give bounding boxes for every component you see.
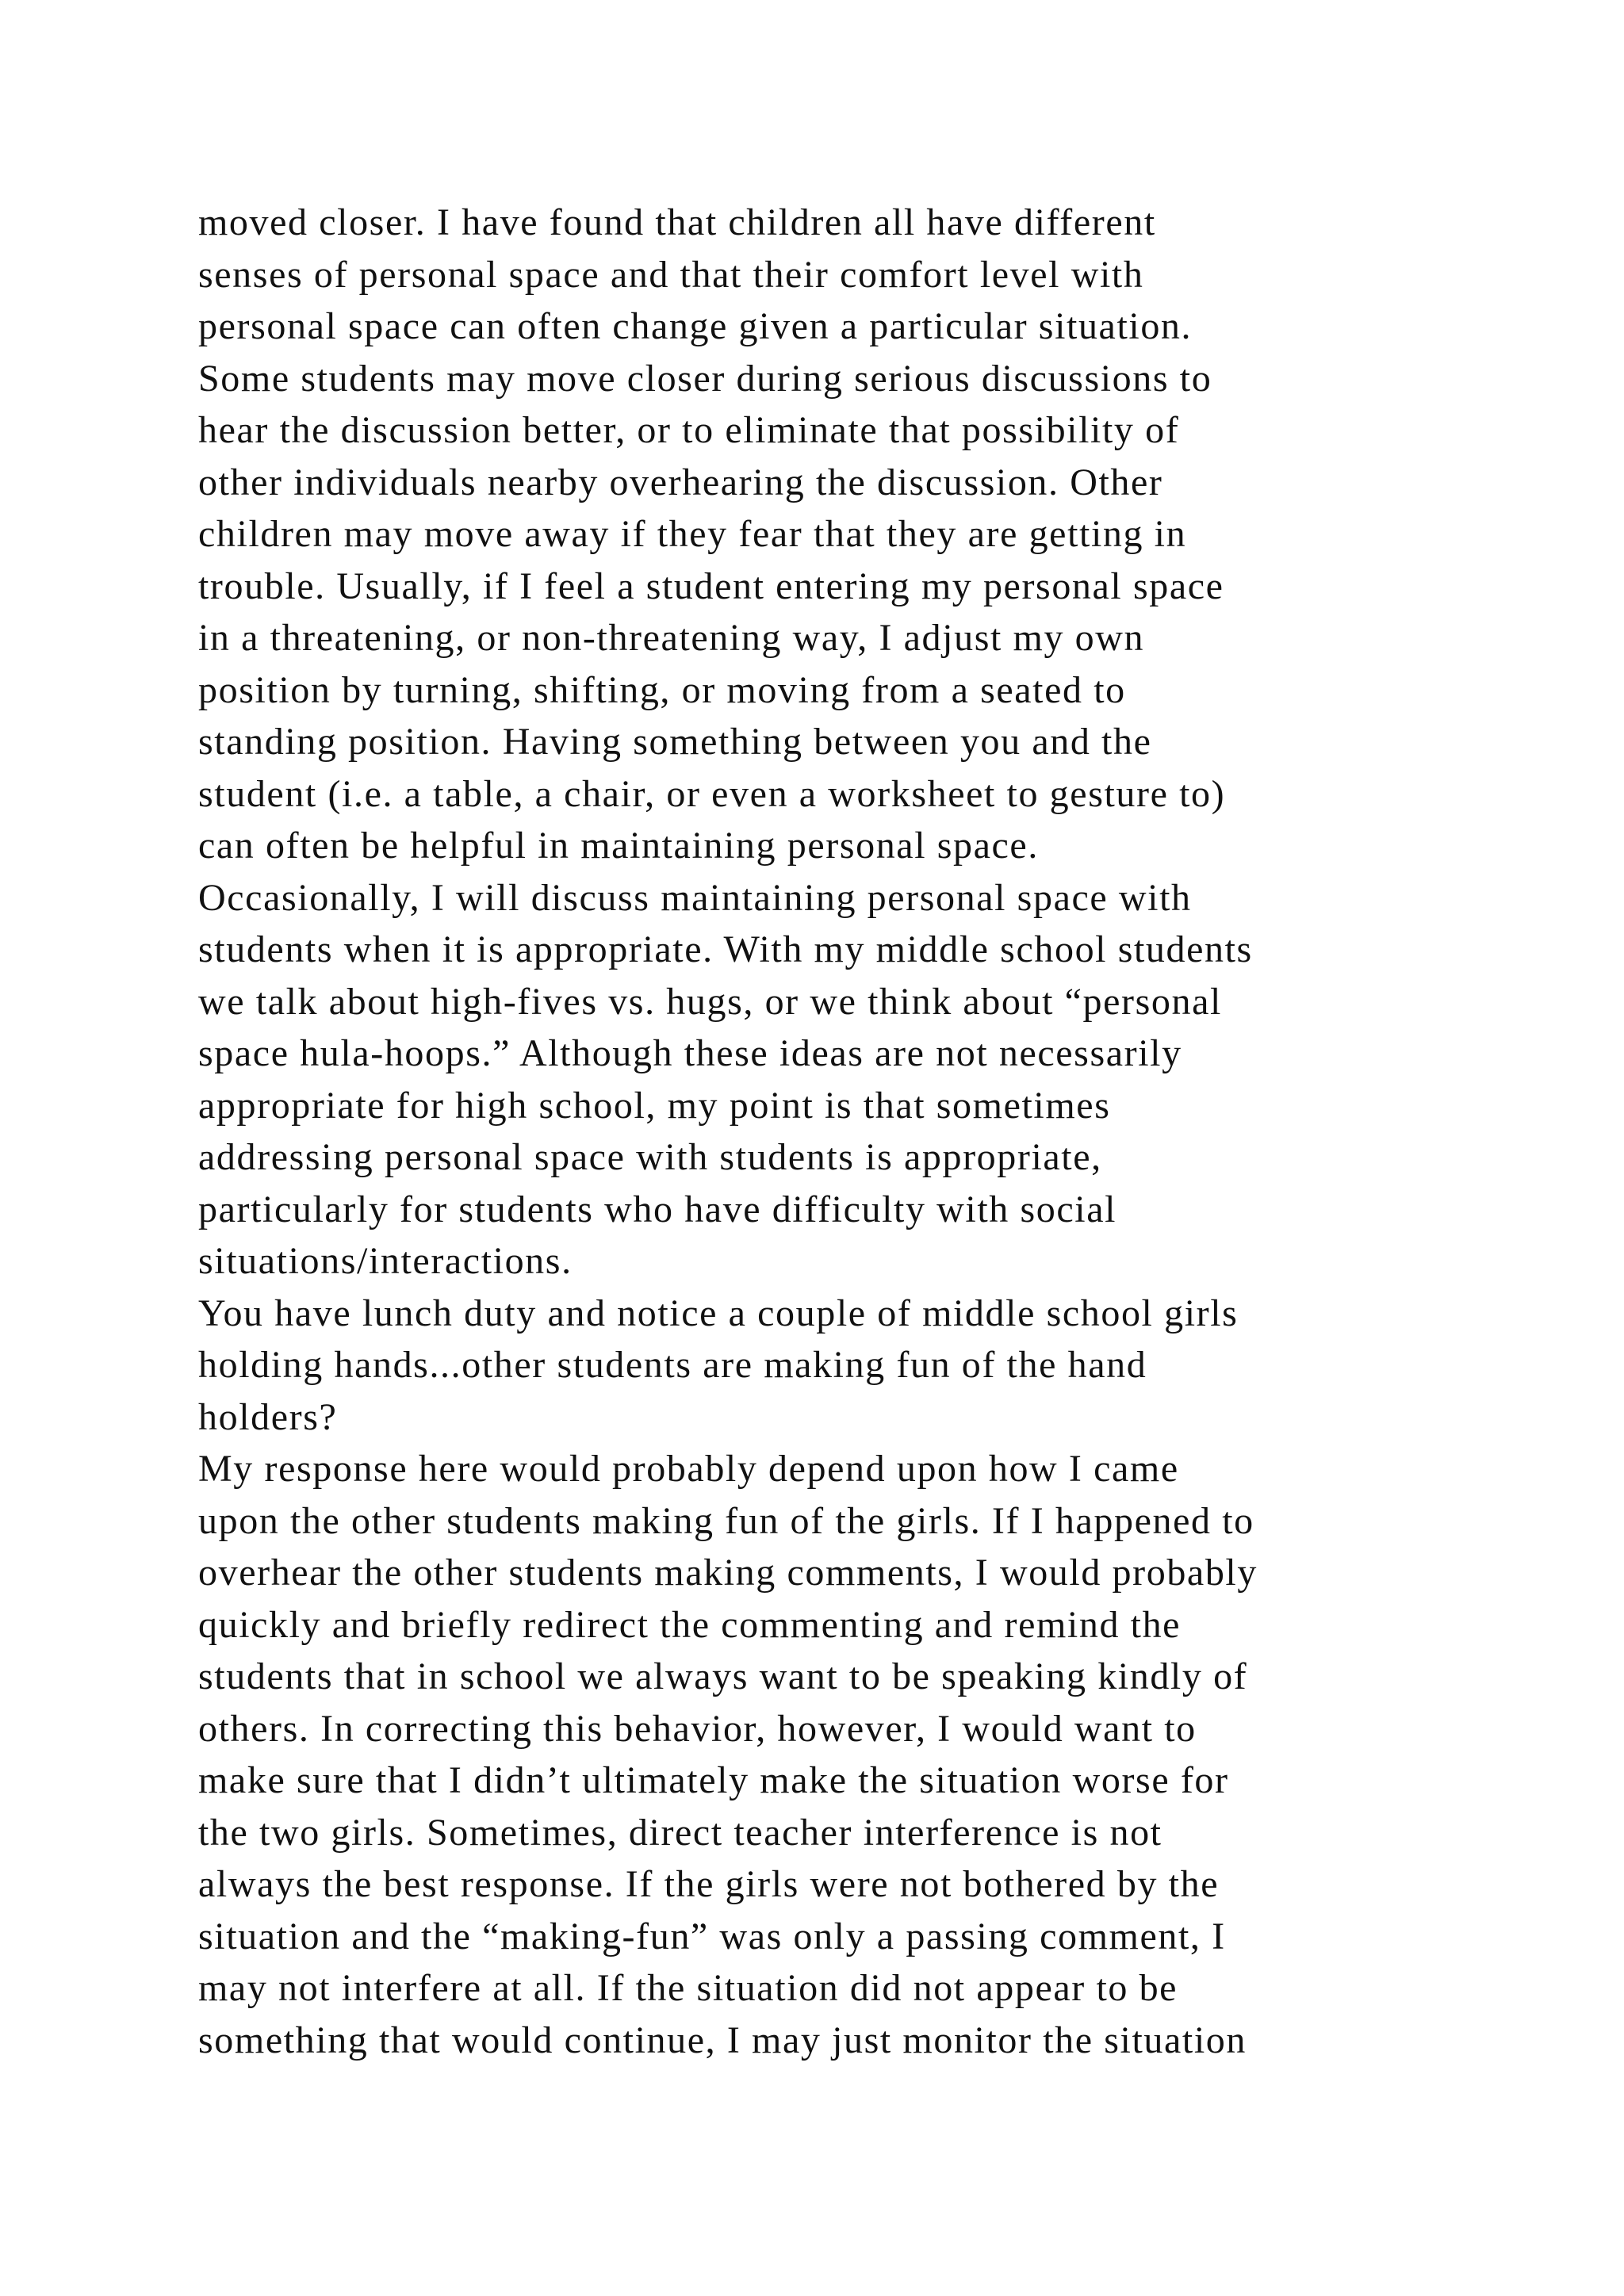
text-line: trouble. Usually, if I feel a student entering my personal space <box>198 564 1224 607</box>
text-line: always the best response. If the girls were not bothered by the <box>198 1863 1220 1905</box>
text-line: students that in school we always want to be speaking kindly of <box>198 1655 1248 1697</box>
text-line: other individuals nearby overhearing the discussion. Other <box>198 461 1163 503</box>
text-line: in a threatening, or non-threatening way, I adjust my own <box>198 617 1145 659</box>
text-line: can often be helpful in maintaining personal space. <box>198 825 1039 867</box>
text-line: Some students may move closer during serious discussions to <box>198 357 1212 400</box>
text-line: something that would continue, I may just monitor the situation <box>198 2019 1247 2061</box>
text-line: Occasionally, I will discuss maintaining personal space with <box>198 876 1192 919</box>
text-line: situation and the “making-fun” was only a passing comment, I <box>198 1915 1226 1957</box>
text-line: position by turning, shifting, or moving from a seated to <box>198 668 1126 711</box>
text-line: hear the discussion better, or to eliminate that possibility of <box>198 409 1180 451</box>
text-line: appropriate for high school, my point is that sometimes <box>198 1084 1111 1127</box>
text-line: children may move away if they fear that they are getting in <box>198 513 1187 555</box>
text-line: You have lunch duty and notice a couple of middle school girls <box>198 1292 1239 1334</box>
text-line: standing position. Having something between you and the <box>198 721 1152 763</box>
text-line: overhear the other students making comments, I would probably <box>198 1552 1258 1594</box>
text-line: may not interfere at all. If the situation did not appear to be <box>198 1967 1178 2009</box>
text-line: moved closer. I have found that children all have different <box>198 201 1156 243</box>
text-line: students when it is appropriate. With my middle school students <box>198 928 1253 970</box>
text-line: personal space can often change given a particular situation. <box>198 305 1193 347</box>
text-line: others. In correcting this behavior, however, I would want to <box>198 1707 1197 1750</box>
text-line: holding hands...other students are making fun of the hand <box>198 1344 1147 1386</box>
text-line: holders? <box>198 1395 338 1438</box>
text-line: addressing personal space with students is appropriate, <box>198 1136 1102 1178</box>
text-line: particularly for students who have difficulty with social <box>198 1188 1117 1230</box>
text-line: senses of personal space and that their comfort level with <box>198 253 1144 296</box>
text-line: quickly and briefly redirect the commenting and remind the <box>198 1603 1182 1646</box>
text-line: space hula-hoops.” Although these ideas are not necessarily <box>198 1032 1182 1074</box>
text-line: upon the other students making fun of the girls. If I happened to <box>198 1499 1254 1542</box>
text-line: My response here would probably depend upon how I came <box>198 1448 1179 1490</box>
body-text <box>198 197 1546 2066</box>
text-line: student (i.e. a table, a chair, or even a worksheet to gesture to) <box>198 772 1226 815</box>
text-line: make sure that I didn’t ultimately make the situation worse for <box>198 1759 1229 1801</box>
text-line: the two girls. Sometimes, direct teacher interference is not <box>198 1811 1162 1854</box>
text-line: we talk about high-fives vs. hugs, or we think about “personal <box>198 980 1222 1023</box>
text-line: situations/interactions. <box>198 1240 573 1282</box>
